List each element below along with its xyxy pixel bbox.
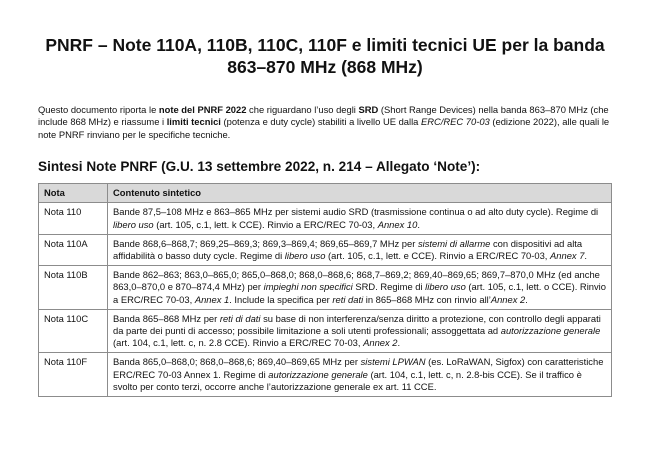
italic-text: impieghi non specifici	[263, 281, 353, 293]
italic-text: reti dati	[332, 293, 364, 305]
text-run: Bande 862–863; 863,0–865,0; 865,0–868,0; 868,0–868,6; 868,7–869,2; 869,40–869,65; 869,7–870,0 MHz (ed anche 863,0–870,0 e 870–874,4 MHz) per	[113, 269, 600, 293]
cell-nota: Nota 110	[39, 203, 108, 234]
text-run: .	[417, 218, 420, 230]
table-row	[39, 353, 612, 397]
text-run: (art. 105, c.1, lett. k CCE). Rinvio a ERC/REC 70-03,	[153, 218, 378, 230]
text-run: che riguardano l’uso degli	[246, 104, 359, 115]
text-run: (art. 104, c.1, lett. c, n. 2.8 CCE). Rinvio a ERC/REC 70-03,	[113, 337, 364, 349]
text-run: Bande 87,5–108 MHz e 863–865 MHz per sistemi audio SRD (trasmissione continua o ad alto duty cycle). Regime di	[113, 206, 599, 218]
cell-contenuto	[108, 266, 612, 310]
italic-text: Annex 7	[550, 250, 585, 262]
bold-text: SRD	[358, 104, 379, 115]
italic-text: autorizzazione generale	[500, 325, 601, 337]
table-row	[39, 234, 612, 265]
italic-text: Annex 2	[490, 293, 526, 305]
header-contenuto: Contenuto sintetico	[108, 184, 612, 203]
header-nota: Nota	[39, 184, 108, 203]
section-title: Sintesi Note PNRF (G.U. 13 settembre 2022, n. 214 – Allegato ‘Note’):	[38, 159, 481, 175]
text-run: Questo documento riporta le	[38, 104, 159, 115]
cell-contenuto	[108, 309, 612, 353]
text-run: (es. LoRaWAN, Sigfox) con caratteristiche ERC/REC 70-03 Annex 1. Regime di	[113, 356, 604, 380]
text-run: Banda 865–868 MHz per	[113, 312, 220, 324]
italic-text: autorizzazione generale	[268, 368, 368, 380]
italic-text: sistemi LPWAN	[360, 356, 426, 368]
text-run: (Short Range Devices) nella banda 863–870 MHz (che include 868 MHz) e riassume i	[38, 104, 609, 128]
cell-nota: Nota 110B	[39, 266, 108, 310]
italic-text: libero uso	[284, 250, 326, 262]
italic-text: libero uso	[425, 281, 466, 293]
text-run: (potenza e duty cycle) stabiliti a livello UE dalla	[220, 116, 421, 128]
text-run: in 865–868 MHz con rinvio all’	[363, 293, 491, 305]
text-run: .	[584, 250, 588, 262]
italic-text: Annex 2	[363, 337, 398, 349]
table-row	[39, 203, 612, 234]
cell-contenuto	[108, 234, 612, 265]
italic-text: Annex 1	[194, 293, 230, 305]
text-run: .	[397, 337, 401, 349]
text-run: .	[525, 293, 528, 305]
table-row	[39, 266, 612, 310]
document-title: PNRF – Note 110A, 110B, 110C, 110F e limiti tecnici UE per la banda 863–870 MHz (868 MHz)	[45, 35, 605, 77]
text-run: (art. 104, c.1, lett. c, n. 2.8-bis CCE). Se il traffico è svolto per conto terzi, occorre anche l’autorizzazione generale ex art. 11 CCE.	[113, 368, 582, 392]
italic-text: ERC/REC 70-03	[420, 116, 490, 128]
text-run: Bande 868,6–868,7; 869,25–869,3; 869,3–869,4; 869,65–869,7 MHz per	[113, 237, 418, 249]
text-run: (art. 105, c.1, lett. o CCE). Rinvio a ERC/REC 70-03,	[113, 281, 606, 305]
italic-text: sistemi di allarme	[417, 237, 491, 249]
text-run: (art. 105, c.1, lett. e CCE). Rinvio a ERC/REC 70-03,	[325, 250, 551, 262]
bold-text: limiti tecnici	[166, 116, 221, 128]
intro-paragraph	[38, 104, 612, 141]
text-run: con dispositivi ad alta affidabilità o basso duty cycle. Regime di	[113, 237, 583, 262]
table-header-row	[39, 184, 612, 203]
cell-nota: Nota 110C	[39, 309, 108, 353]
text-run: (edizione 2022), alle quali le note PNRF rinviano per le specifiche tecniche.	[38, 116, 610, 140]
italic-text: libero uso	[113, 218, 154, 230]
cell-contenuto	[108, 353, 612, 397]
cell-contenuto	[108, 203, 612, 234]
italic-text: Annex 10	[377, 218, 418, 230]
cell-nota: Nota 110A	[39, 234, 108, 265]
bold-text: note del PNRF 2022	[158, 104, 247, 115]
cell-nota: Nota 110F	[39, 353, 108, 397]
notes-table	[38, 183, 612, 397]
text-run: Banda 865,0–868,0; 868,0–868,6; 869,40–869,65 MHz per	[113, 356, 361, 368]
italic-text: reti di dati	[219, 312, 261, 324]
text-run: SRD. Regime di	[352, 281, 426, 293]
text-run: su base di non interferenza/senza diritto a protezione, con controllo degli apparati da parte dei punti di accesso; possibile limitazione a soli utenti professionali; assoggettata ad	[113, 312, 601, 337]
text-run: . Include la specifica per	[229, 293, 333, 305]
table-row	[39, 309, 612, 353]
